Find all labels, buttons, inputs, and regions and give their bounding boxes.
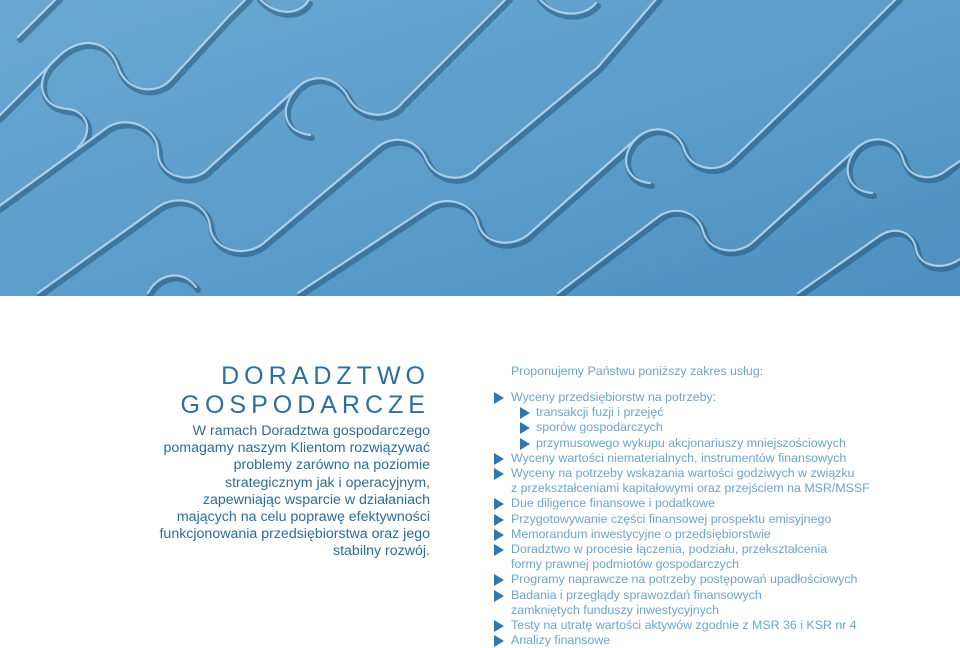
list-item-text: Testy na utratę wartości aktywów zgodnie z MSR 36 i KSR nr 4 [511, 618, 857, 633]
intro-line: zapewniając wsparcie w działaniach [202, 491, 430, 508]
list-item [494, 436, 954, 451]
triangle-bullet-icon [494, 392, 504, 404]
list-item [494, 618, 954, 633]
list-item-text: Doradztwo w procesie łączenia, podziału, przekształcenia [511, 542, 828, 557]
triangle-bullet-icon [494, 590, 504, 602]
list-item-text: Programy naprawcze na potrzeby postępowań upadłościowych [511, 572, 858, 587]
list-item [494, 405, 954, 420]
list-item [494, 420, 954, 435]
intro-line: funkcjonowania przedsiębiorstwa oraz jego [159, 526, 430, 543]
triangle-bullet-icon [494, 453, 504, 465]
list-item [494, 588, 954, 618]
list-item-text: sporów gospodarczych [536, 420, 663, 435]
list-item [494, 527, 954, 542]
list-item-text: Analizy finansowe [511, 633, 611, 648]
list-item [494, 451, 954, 466]
services-section [494, 364, 954, 648]
list-item [494, 572, 954, 587]
list-item [494, 542, 954, 572]
triangle-bullet-icon [520, 438, 530, 450]
list-item-text: Badania i przeglądy sprawozdań finansowych [511, 587, 762, 602]
intro-paragraph [130, 423, 430, 561]
title-line-1: DORADZTWO [221, 362, 430, 390]
list-item-text: Przygotowywanie części finansowej prospektu emisyjnego [511, 511, 832, 526]
triangle-bullet-icon [520, 422, 530, 434]
triangle-bullet-icon [494, 498, 504, 510]
services-lead: Proponujemy Państwu poniższy zakres usług: [511, 364, 764, 378]
triangle-bullet-icon [494, 529, 504, 541]
intro-line: pomagamy naszym Klientom rozwiązywać [163, 440, 430, 457]
list-item-text: Wyceny przedsiębiorstw na potrzeby: [511, 390, 717, 404]
triangle-bullet-icon [494, 574, 504, 586]
triangle-bullet-icon [494, 635, 504, 647]
list-item-text: Due diligence finansowe i podatkowe [511, 496, 715, 511]
services-list [494, 390, 954, 648]
list-item [494, 512, 954, 527]
puzzle-pieces-illustration [0, 0, 960, 296]
page-title [181, 362, 430, 420]
triangle-bullet-icon [494, 468, 504, 480]
list-item-text: z przekształceniami kapitałowymi oraz przejściem na MSR/MSSF [511, 481, 870, 496]
intro-line: W ramach Doradztwa gospodarczego [192, 423, 430, 439]
list-item [494, 496, 954, 511]
title-line-2: GOSPODARCZE [180, 391, 430, 419]
intro-line: mających na celu poprawę efektywności [176, 509, 430, 526]
triangle-bullet-icon [494, 544, 504, 556]
list-item-text: transakcji fuzji i przejęć [536, 405, 664, 420]
list-item-text: przymusowego wykupu akcjonariuszy mniejszościowych [536, 435, 846, 450]
list-item-text: zamkniętych funduszy inwestycyjnych [511, 602, 719, 617]
intro-line: problemy zarówno na poziomie [233, 457, 430, 474]
list-item-text: formy prawnej podmiotów gospodarczych [511, 557, 739, 572]
triangle-bullet-icon [520, 407, 530, 419]
triangle-bullet-icon [494, 514, 504, 526]
list-item-text: Wyceny na potrzeby wskazania wartości godziwych w związku [511, 466, 855, 481]
intro-line: stabilny rozwój. [333, 543, 430, 560]
intro-line: strategicznym jak i operacyjnym, [225, 474, 430, 491]
list-item [494, 390, 954, 405]
triangle-bullet-icon [494, 620, 504, 632]
list-item-text: Memorandum inwestycyjne o przedsiębiorstwie [511, 526, 771, 541]
hero-puzzle-image [0, 0, 960, 296]
list-item [494, 466, 954, 496]
list-item-text: Wyceny wartości niematerialnych, instrumentów finansowych [511, 450, 847, 465]
